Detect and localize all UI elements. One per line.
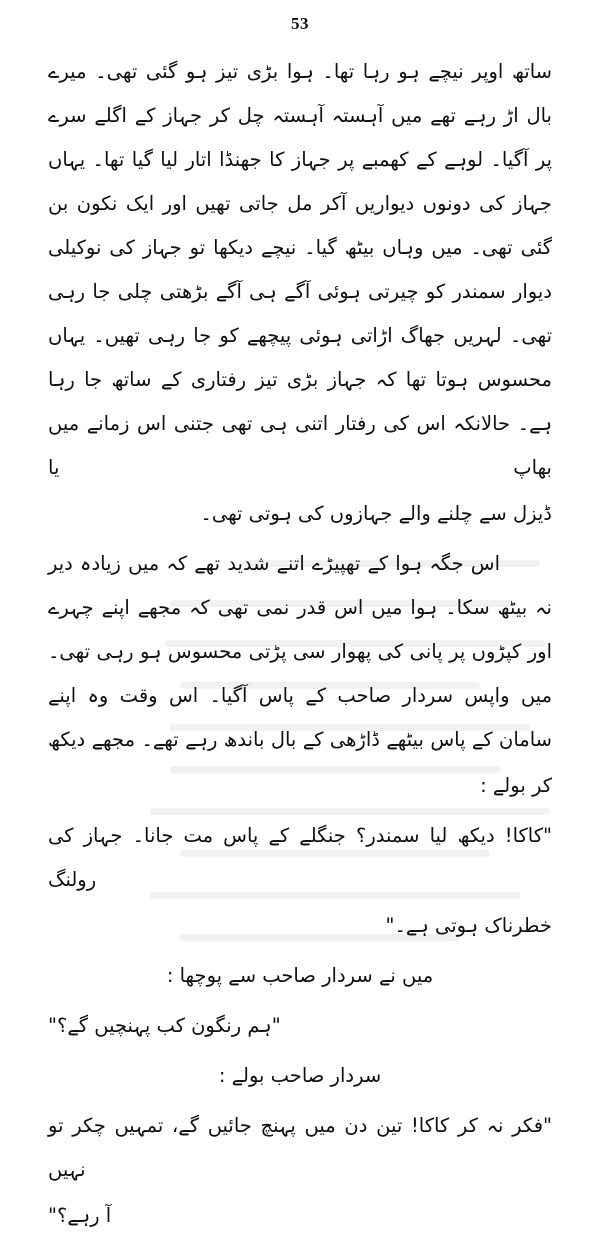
text-line: سردار صاحب بولے :: [218, 1064, 382, 1087]
text-line: "فکر نہ کر کاکا! تین دن میں پہنچ جائیں گے، تمہیں چکر تو نہیں: [48, 1114, 552, 1181]
page-body-text: [48, 50, 552, 1238]
text-line: میں نے سردار صاحب سے پوچھا :: [166, 964, 434, 987]
text-line: "ہم رنگون کب پہنچیں گے؟": [48, 1014, 281, 1037]
text-line: ڈیزل سے چلنے والے جہازوں کی ہوتی تھی۔: [200, 502, 552, 525]
text-line: سکا۔ ہوا میں اس قدر نمی تھی کہ مجھے اپنے چہرے اور کپڑوں پر پانی کی پھوار: [48, 596, 552, 663]
text-line: اور ایک نکون بن گئی تھی۔ میں وہاں بیٹھ گیا۔ نیچے دیکھا تو جہاز کی نوکیلی دیوار: [48, 192, 552, 303]
text-line: سمندر کو چیرتی ہوئی آگے ہی آگے بڑھتی چلی جا رہی تھی۔ لہریں جھاگ اڑاتی: [48, 280, 552, 347]
paragraph-2: [48, 542, 552, 762]
dialogue-3-final-line: [48, 1194, 552, 1238]
text-line: خطرناک ہوتی ہے۔": [385, 914, 552, 937]
dialogue-3: [48, 1104, 552, 1192]
text-line: ساتھ اوپر نیچے ہو رہا تھا۔ ہوا بڑی تیز ہو گئی تھی۔ میرے بال اڑ رہے تھے: [48, 60, 552, 127]
text-line: اس جگہ ہوا کے تھپیڑے اتنے شدید تھے کہ میں زیادہ دیر نہ بیٹھ: [48, 552, 552, 619]
dialogue-2: [48, 1004, 552, 1048]
text-line: آ رہے؟": [48, 1204, 112, 1227]
text-line: ساتھ جا رہا ہے۔ حالانکہ اس کی رفتار اتنی ہی تھی جتنی اس زمانے میں بھاپ یا: [48, 368, 552, 479]
text-line: ہوئی پیچھے کو جا رہی تھیں۔ یہاں محسوس ہوتا تھا کہ جہاز بڑی تیز رفتاری کے: [48, 324, 552, 391]
paragraph-1: [48, 50, 552, 490]
narration-label-1: [48, 954, 552, 998]
text-line: "کاکا! دیکھ لیا سمندر؟ جنگلے کے پاس مت جانا۔ جہاز کی رولنگ: [48, 824, 552, 891]
paragraph-1-final-line: [48, 492, 552, 536]
text-line: وقت وہ اپنے سامان کے پاس بیٹھے ڈاڑھی کے بال باندھ رہے تھے۔ مجھے دیکھ: [48, 684, 552, 751]
text-line: میں آہستہ آہستہ چل کر جہاز کے اگلے سرے پر آگیا۔ لوہے کے کھمبے پر: [48, 104, 553, 171]
dialogue-1: [48, 814, 552, 902]
page-number: 53: [291, 14, 309, 33]
paragraph-2-final-line: [48, 764, 552, 808]
narration-label-2: [48, 1054, 552, 1098]
text-line: کر بولے :: [480, 774, 552, 797]
dialogue-1-final-line: [48, 904, 552, 948]
text-line: جہاز کا جھنڈا اتار لیا گیا تھا۔ یہاں جہاز کی دونوں دیواریں آکر مل جاتی تھیں: [48, 148, 552, 215]
text-line: سی پڑتی محسوس ہو رہی تھی۔ میں واپس سردار صاحب کے پاس آگیا۔ اس: [48, 640, 553, 707]
